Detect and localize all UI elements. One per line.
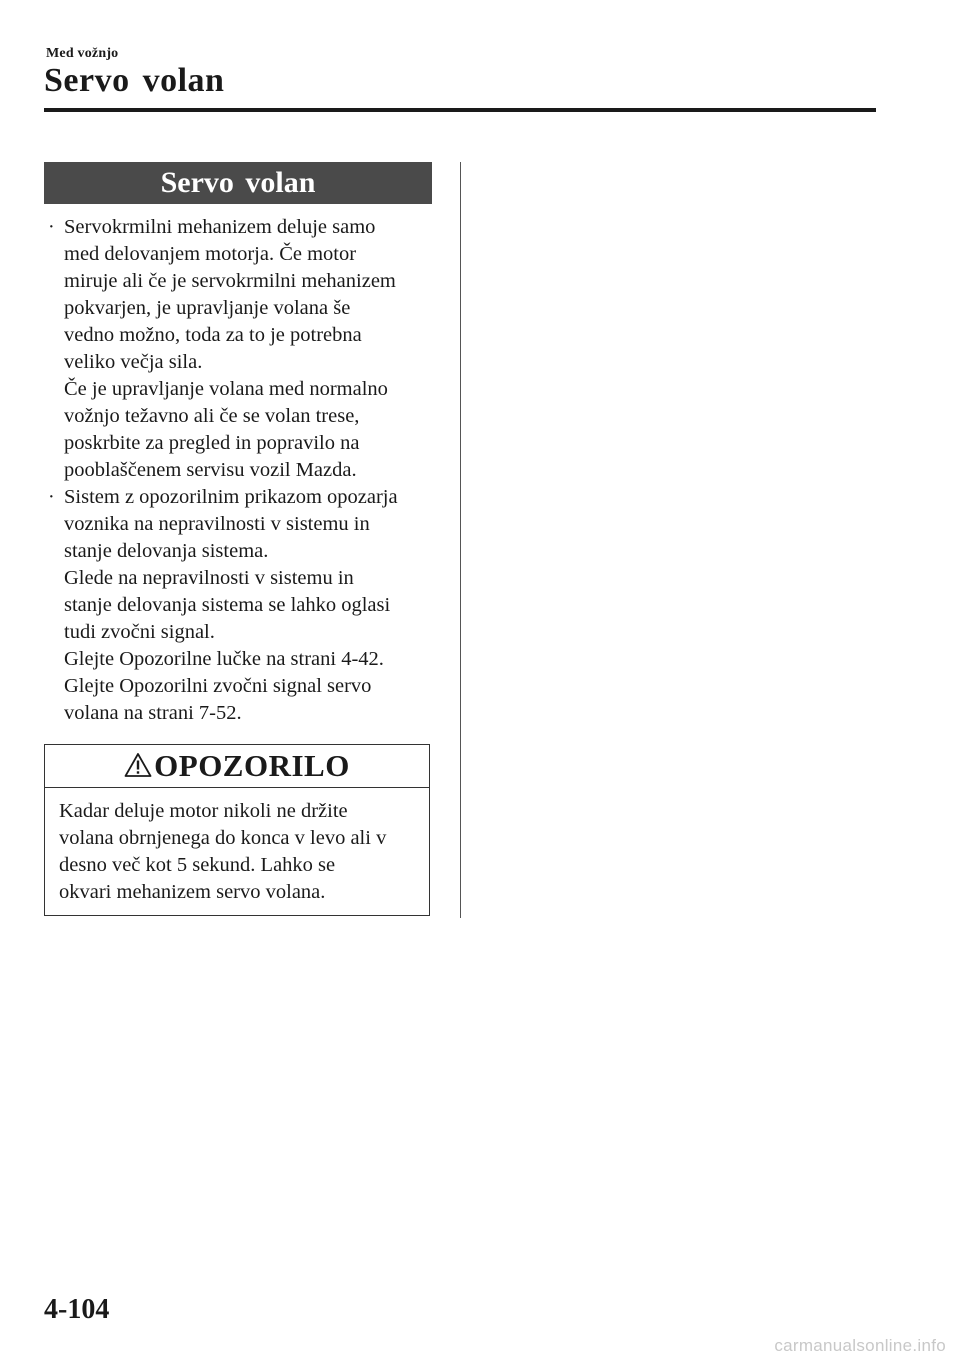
text-line: Glede na nepravilnosti v sistemu in — [64, 567, 354, 589]
bullet-dot-icon: · — [48, 486, 55, 508]
watermark: carmanualsonline.info — [774, 1336, 946, 1355]
text-line: stanje delovanja sistema. — [64, 540, 269, 562]
bullet-item — [46, 484, 438, 727]
text-line: Sistem z opozorilnim prikazom opozarja — [64, 486, 398, 508]
warning-box — [44, 744, 430, 916]
column-divider — [460, 162, 461, 918]
text-line: volana obrnjenega do konca v levo ali v — [59, 827, 387, 849]
text-line: Glejte Opozorilne lučke na strani 4-42. — [64, 648, 384, 670]
text-line: veliko večja sila. — [64, 351, 203, 373]
bullet-dot-icon: · — [48, 216, 55, 238]
warning-text — [45, 788, 429, 906]
text-line: Servokrmilni mehanizem deluje samo — [64, 216, 376, 238]
page-title: Servo volan — [44, 62, 225, 99]
breadcrumb: Med vožnjo — [46, 46, 119, 61]
bullet-item — [46, 214, 438, 484]
text-line: Kadar deluje motor nikoli ne držite — [59, 800, 348, 822]
text-line: poskrbite za pregled in popravilo na — [64, 432, 360, 454]
text-line: miruje ali če je servokrmilni mehanizem — [64, 270, 396, 292]
text-line: volana na strani 7-52. — [64, 702, 242, 724]
text-line: pokvarjen, je upravljanje volana še — [64, 297, 351, 319]
text-line: vožnjo težavno ali če se volan trese, — [64, 405, 360, 427]
warning-title: OPOZORILO — [154, 748, 350, 783]
warning-header — [45, 745, 429, 788]
text-line: desno več kot 5 sekund. Lahko se — [59, 854, 336, 876]
title-rule — [44, 108, 876, 112]
bullet-list — [46, 214, 438, 727]
text-line: med delovanjem motorja. Če motor — [64, 243, 357, 265]
text-line: vedno možno, toda za to je potrebna — [64, 324, 362, 346]
text-line: voznika na nepravilnosti v sistemu in — [64, 513, 370, 535]
text-line: okvari mehanizem servo volana. — [59, 881, 326, 903]
text-line: Če je upravljanje volana med normalno — [64, 378, 388, 400]
text-line: Glejte Opozorilni zvočni signal servo — [64, 675, 372, 697]
page-number: 4-104 — [44, 1294, 110, 1325]
text-line: stanje delovanja sistema se lahko oglasi — [64, 594, 391, 616]
text-line: pooblaščenem servisu vozil Mazda. — [64, 459, 357, 481]
text-line: tudi zvočni signal. — [64, 621, 215, 643]
warning-triangle-icon — [124, 752, 152, 778]
section-heading: Servo volan — [44, 162, 432, 204]
